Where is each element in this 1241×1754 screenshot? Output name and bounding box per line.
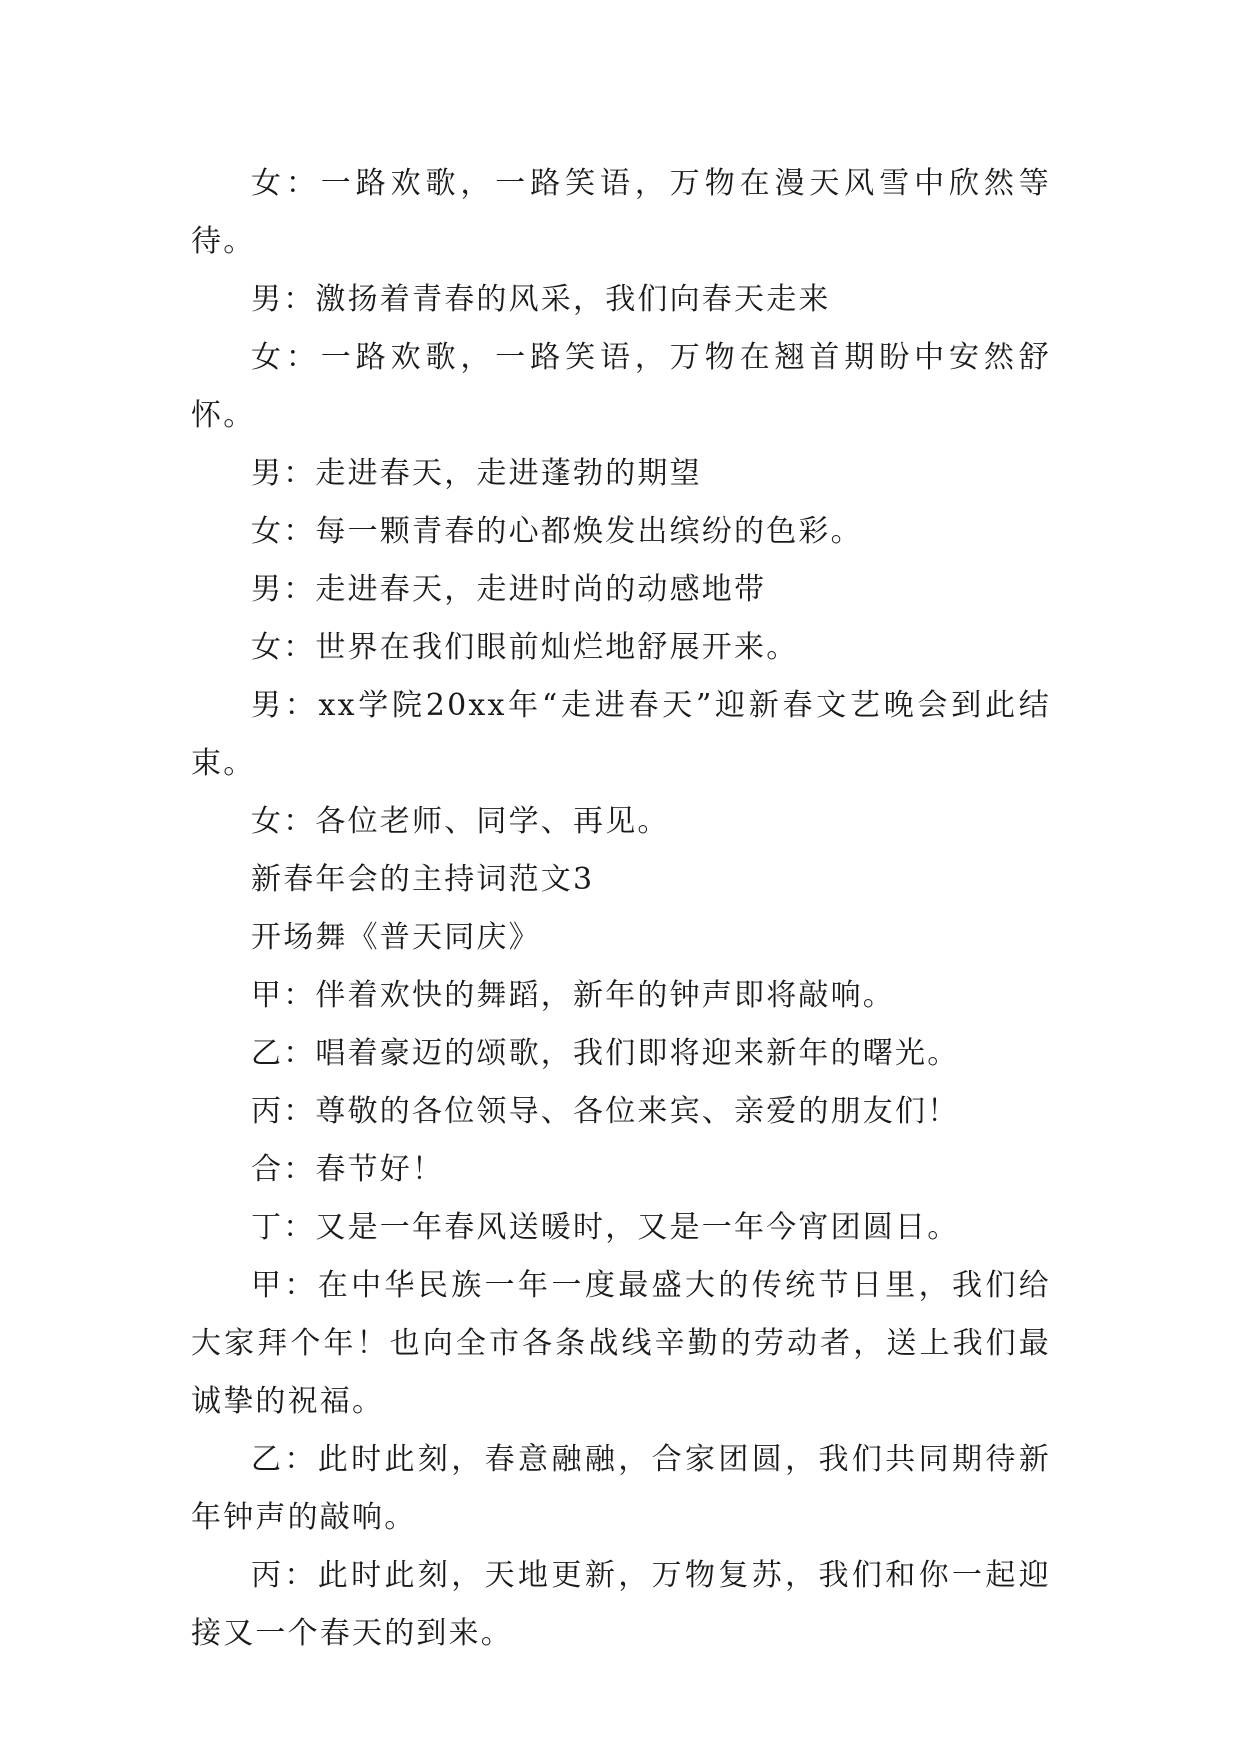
section-heading: 新春年会的主持词范文3 [251,862,595,897]
paragraph: 男：激扬着青春的风采，我们向春天走来 [251,282,831,317]
paragraph: 丁：又是一年春风送暖时，又是一年今宵团圆日。 [251,1210,960,1245]
paragraph: 合：春节好！ [251,1152,445,1187]
paragraph: 男：xx学院20xx年“走进春天”迎新春文艺晚会到此结束。 [191,688,1051,781]
paragraph: 女：各位老师、同学、再见。 [251,804,670,839]
paragraph: 甲：伴着欢快的舞蹈，新年的钟声即将敲响。 [251,978,895,1013]
paragraph: 乙：此时此刻，春意融融，合家团圆，我们共同期待新年钟声的敲响。 [191,1442,1051,1535]
paragraph: 乙：唱着豪迈的颂歌，我们即将迎来新年的曙光。 [251,1036,960,1071]
program-item: 开场舞《普天同庆》 [251,920,541,955]
document-body [191,155,1051,1663]
paragraph: 甲：在中华民族一年一度最盛大的传统节日里，我们给大家拜个年！也向全市各条战线辛勤的劳动者，送上我们最诚挚的祝福。 [191,1268,1051,1419]
paragraph: 丙：尊敬的各位领导、各位来宾、亲爱的朋友们！ [251,1094,960,1129]
paragraph: 女：世界在我们眼前灿烂地舒展开来。 [251,630,799,665]
paragraph: 丙：此时此刻，天地更新，万物复苏，我们和你一起迎接又一个春天的到来。 [191,1558,1051,1651]
paragraph: 男：走进春天，走进时尚的动感地带 [251,572,767,607]
paragraph: 女：一路欢歌，一路笑语，万物在漫天风雪中欣然等待。 [191,166,1051,259]
paragraph: 女：每一颗青春的心都焕发出缤纷的色彩。 [251,514,863,549]
paragraph: 男：走进春天，走进蓬勃的期望 [251,456,702,491]
paragraph: 女：一路欢歌，一路笑语，万物在翘首期盼中安然舒怀。 [191,340,1051,433]
